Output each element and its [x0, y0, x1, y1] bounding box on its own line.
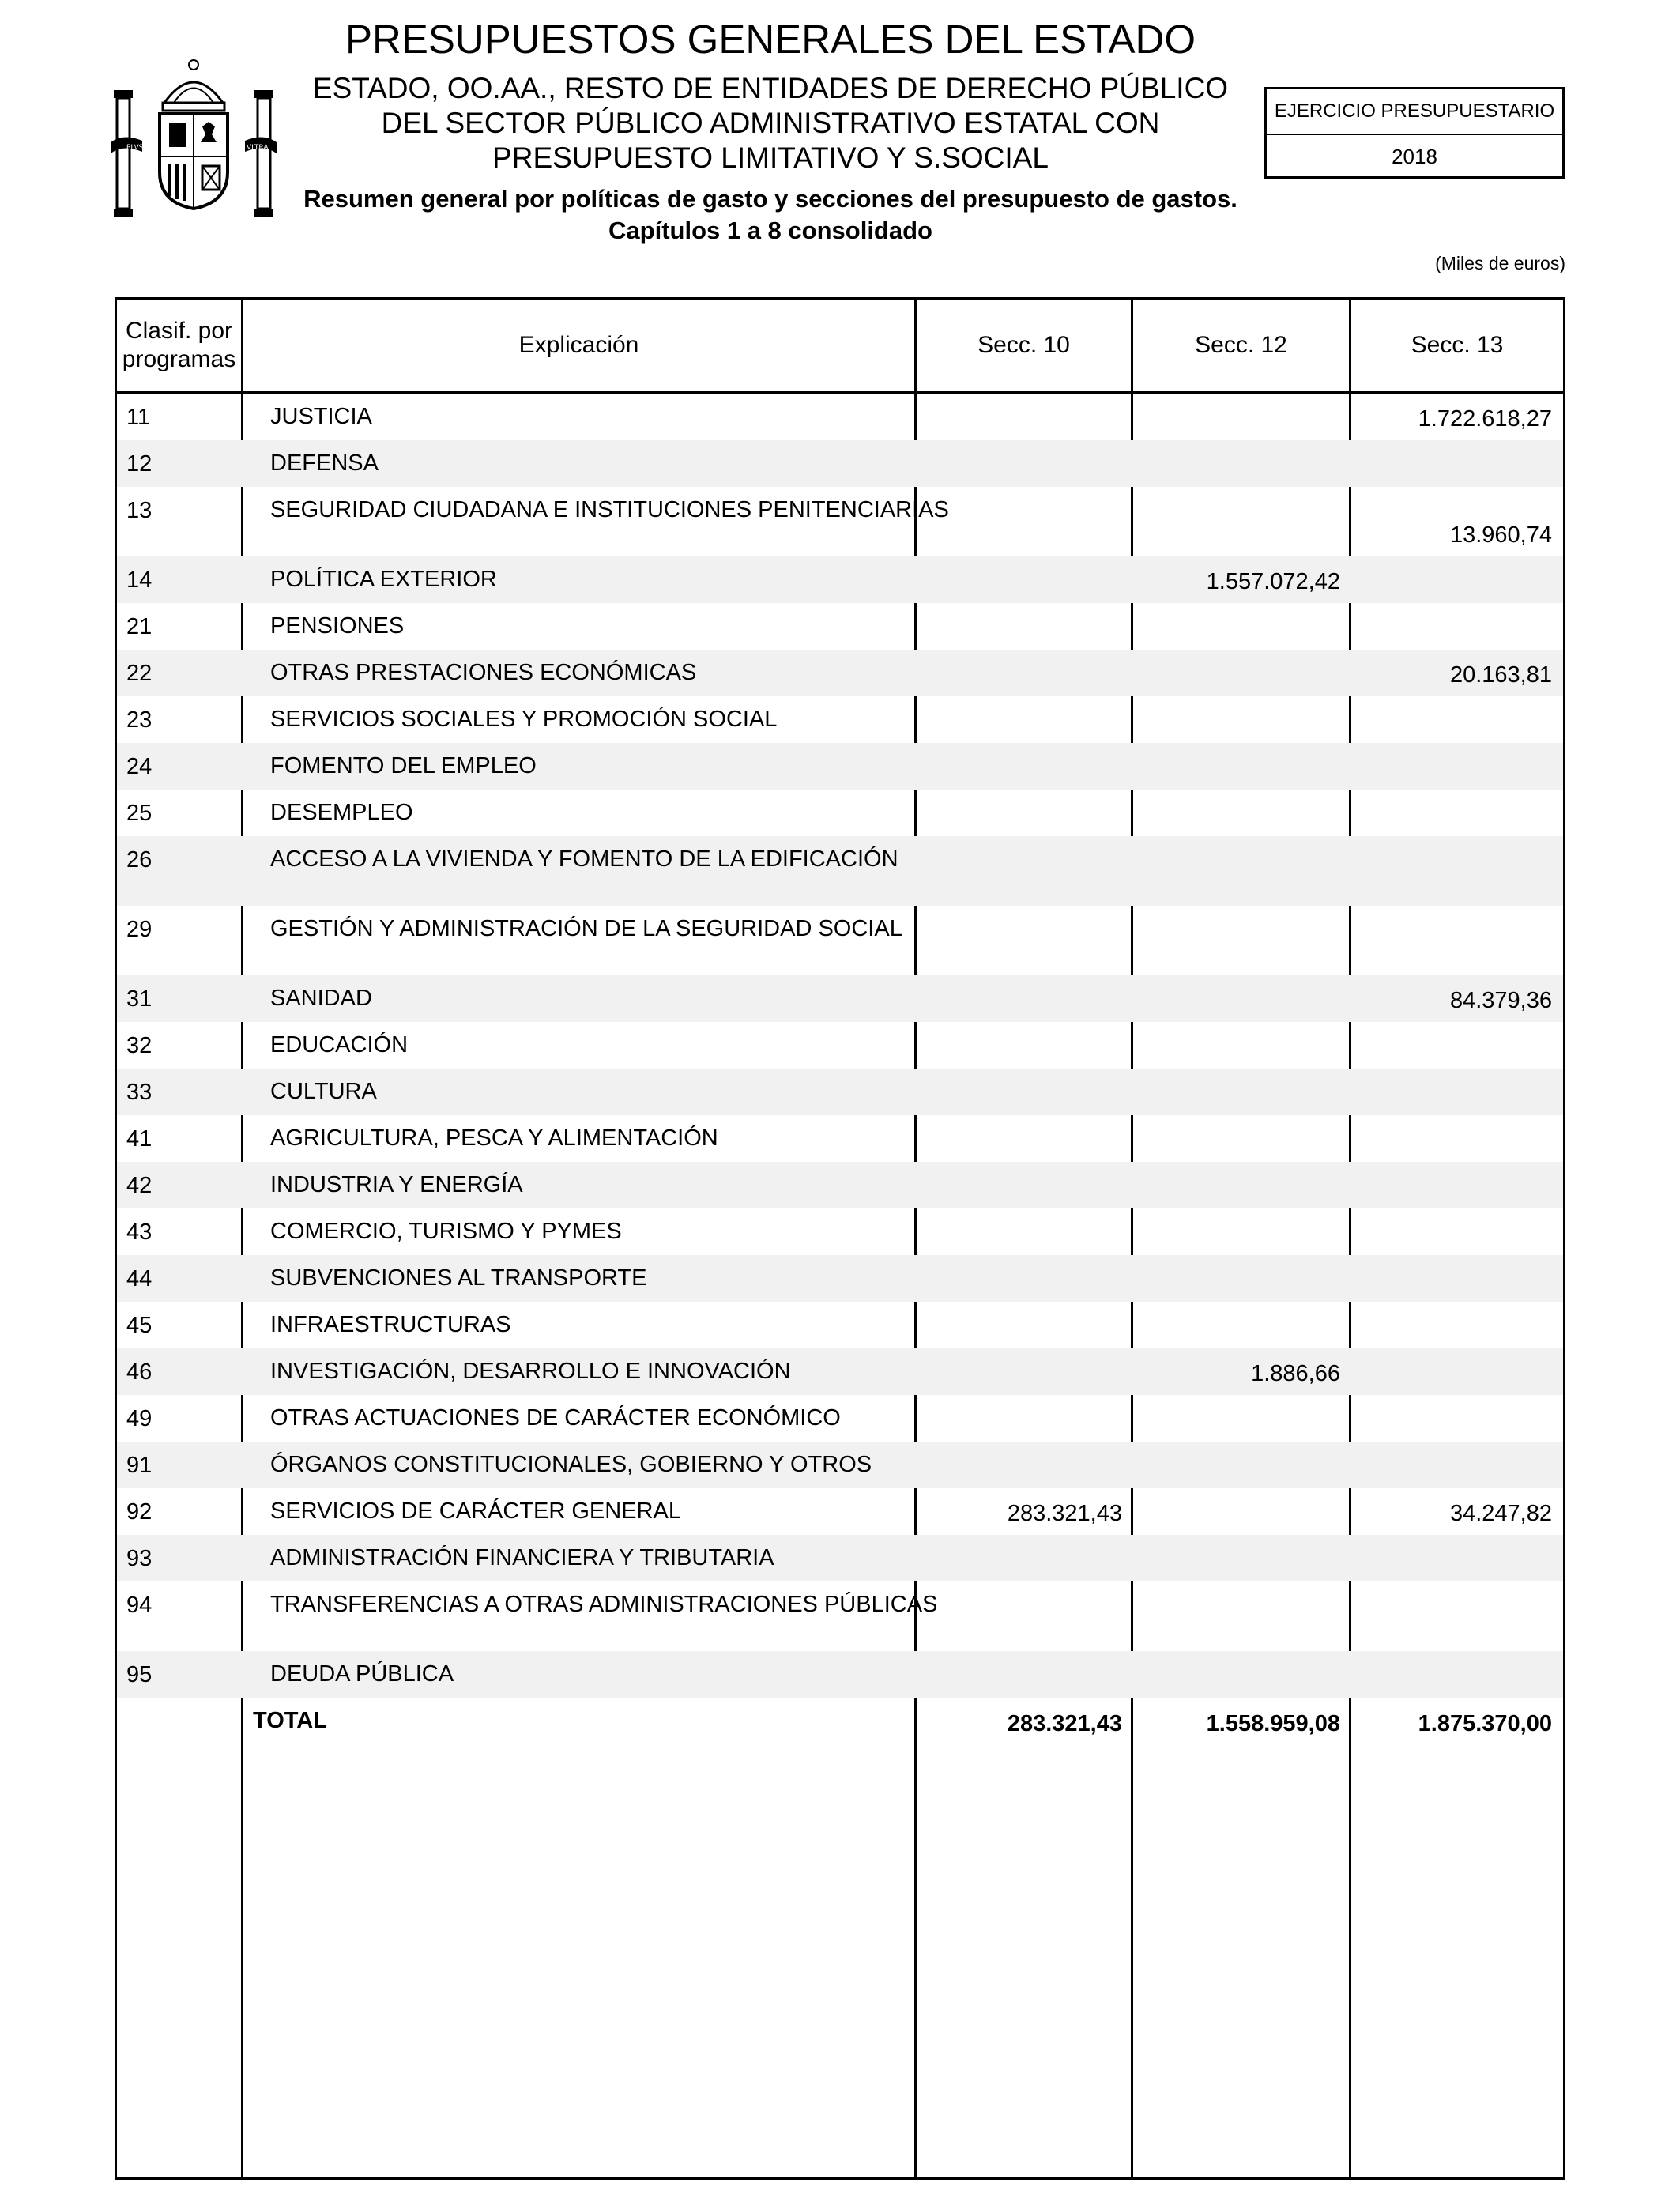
table-row: [117, 1535, 1563, 1581]
row-secc12: [1133, 1162, 1351, 1208]
row-explicacion: INFRAESTRUCTURAS: [270, 1312, 511, 1337]
row-secc10: [917, 1162, 1133, 1208]
row-explicacion: OTRAS PRESTACIONES ECONÓMICAS: [270, 660, 697, 685]
row-secc12: [1133, 975, 1351, 1022]
row-secc13: [1351, 1535, 1563, 1581]
crest-motto-ultra: VLTRA: [247, 144, 269, 152]
col-header-clasif: [117, 300, 241, 391]
total-secc10: 283.321,43: [1007, 1711, 1122, 1736]
row-explicacion: SERVICIOS SOCIALES Y PROMOCIÓN SOCIAL: [270, 707, 778, 732]
row-secc12: [1133, 1395, 1351, 1442]
row-explicacion: EDUCACIÓN: [270, 1032, 409, 1057]
total-secc13: 1.875.370,00: [1418, 1711, 1552, 1736]
row-secc13: 84.379,36: [1449, 988, 1552, 1013]
row-explicacion: PENSIONES: [270, 613, 405, 639]
table-row: [117, 487, 1563, 556]
row-code: 49: [126, 1406, 153, 1431]
row-secc13: [1351, 603, 1563, 650]
row-secc13: 34.247,82: [1449, 1501, 1552, 1526]
row-secc10: [917, 1302, 1133, 1348]
row-secc13: [1351, 836, 1563, 906]
units-note: (Miles de euros): [1435, 253, 1565, 273]
row-secc10: [917, 1022, 1133, 1069]
table-row: [117, 696, 1563, 743]
row-explicacion: SEGURIDAD CIUDADANA E INSTITUCIONES PENITENCIARIAS: [270, 497, 949, 522]
total-label: TOTAL: [253, 1708, 327, 1733]
row-secc13: 1.722.618,27: [1418, 406, 1552, 432]
row-secc10: [917, 603, 1133, 650]
row-code: 94: [126, 1593, 153, 1618]
row-code: 95: [126, 1662, 153, 1687]
row-secc13: [1351, 790, 1563, 836]
row-secc10: [917, 650, 1133, 696]
row-code: 31: [126, 986, 153, 1012]
row-explicacion: ADMINISTRACIÓN FINANCIERA Y TRIBUTARIA: [270, 1545, 774, 1570]
row-explicacion: AGRICULTURA, PESCA Y ALIMENTACIÓN: [270, 1125, 718, 1151]
table-row: [117, 1581, 1563, 1651]
row-secc12: 1.886,66: [1251, 1361, 1340, 1386]
row-code: 42: [126, 1173, 153, 1198]
row-secc13: [1351, 1442, 1563, 1488]
row-code: 91: [126, 1453, 153, 1478]
col-header-secc10: Secc. 10: [977, 332, 1070, 358]
table-row: [117, 1208, 1563, 1255]
col-header-secc12: Secc. 12: [1195, 332, 1287, 358]
table-row: [117, 1395, 1563, 1442]
row-secc10: [917, 1581, 1133, 1651]
row-secc10: [917, 906, 1133, 975]
page-subtitle: [284, 71, 1256, 175]
table-row: [117, 603, 1563, 650]
row-secc10: [917, 1442, 1133, 1488]
row-secc13: [1351, 1581, 1563, 1651]
ejercicio-box: [1264, 87, 1565, 179]
row-secc13: [1351, 1115, 1563, 1162]
row-secc12: [1133, 696, 1351, 743]
row-code: 41: [126, 1126, 153, 1152]
row-secc12: [1133, 836, 1351, 906]
row-secc13: [1351, 556, 1563, 603]
page-title: PRESUPUESTOS GENERALES DEL ESTADO: [345, 17, 1196, 62]
row-secc10: [917, 556, 1133, 603]
row-secc12: [1133, 1208, 1351, 1255]
table-row: [117, 394, 1563, 440]
row-code: 21: [126, 614, 153, 639]
row-secc13: 20.163,81: [1449, 662, 1552, 688]
row-secc12: [1133, 487, 1351, 556]
row-code: 26: [126, 847, 153, 873]
row-secc10: [917, 743, 1133, 790]
table-row: [117, 1115, 1563, 1162]
subtitle-line: DEL SECTOR PÚBLICO ADMINISTRATIVO ESTATAL CON: [381, 107, 1160, 139]
row-code: 13: [126, 498, 153, 523]
table-row: [117, 1488, 1563, 1535]
row-explicacion: TRANSFERENCIAS A OTRAS ADMINISTRACIONES PÚBLICAS: [270, 1592, 938, 1617]
row-secc13: [1351, 1069, 1563, 1115]
table-row: [117, 1022, 1563, 1069]
row-secc12: [1133, 1535, 1351, 1581]
row-code: 46: [126, 1359, 153, 1385]
col-header-explicacion: Explicación: [518, 332, 639, 358]
row-secc12: [1133, 790, 1351, 836]
row-secc12: [1133, 1115, 1351, 1162]
row-code: 44: [126, 1266, 153, 1291]
summary-line: Resumen general por políticas de gasto y secciones del presupuesto de gastos.: [303, 185, 1237, 213]
row-secc10: [917, 1255, 1133, 1302]
row-secc13: 13.960,74: [1449, 522, 1552, 548]
row-secc12: [1133, 603, 1351, 650]
row-secc13: [1351, 440, 1563, 487]
table-row: [117, 1442, 1563, 1488]
row-secc13: [1351, 1022, 1563, 1069]
row-explicacion: INDUSTRIA Y ENERGÍA: [270, 1172, 523, 1197]
row-secc12: [1133, 1255, 1351, 1302]
row-secc13: [1351, 1651, 1563, 1698]
row-code: 32: [126, 1033, 153, 1058]
row-explicacion: OTRAS ACTUACIONES DE CARÁCTER ECONÓMICO: [270, 1405, 841, 1431]
table-row: [117, 1255, 1563, 1302]
row-secc10: [917, 790, 1133, 836]
row-explicacion: GESTIÓN Y ADMINISTRACIÓN DE LA SEGURIDAD SOCIAL: [270, 916, 902, 941]
table-row: [117, 1348, 1563, 1395]
row-code: 92: [126, 1499, 153, 1525]
subtitle-line: ESTADO, OO.AA., RESTO DE ENTIDADES DE DERECHO PÚBLICO: [312, 72, 1229, 104]
row-secc13: [1351, 696, 1563, 743]
row-code: 45: [126, 1313, 153, 1338]
row-explicacion: SUBVENCIONES AL TRANSPORTE: [270, 1265, 647, 1291]
row-secc10: [917, 487, 1133, 556]
table-row: [117, 836, 1563, 906]
row-code: 25: [126, 801, 153, 826]
row-secc13: [1351, 1255, 1563, 1302]
summary-line: Capítulos 1 a 8 consolidado: [608, 217, 932, 244]
row-secc12: 1.557.072,42: [1206, 569, 1340, 594]
row-code: 29: [126, 917, 153, 942]
row-explicacion: INVESTIGACIÓN, DESARROLLO E INNOVACIÓN: [270, 1359, 791, 1384]
row-secc10: [917, 1348, 1133, 1395]
row-explicacion: POLÍTICA EXTERIOR: [270, 567, 497, 592]
row-secc13: [1351, 906, 1563, 975]
table-row: [117, 556, 1563, 603]
table-row: [117, 440, 1563, 487]
row-secc10: [917, 1069, 1133, 1115]
subtitle-line: PRESUPUESTO LIMITATIVO Y S.SOCIAL: [492, 141, 1049, 174]
table-row: [117, 790, 1563, 836]
table-row: [117, 650, 1563, 696]
summary-heading: [284, 183, 1256, 247]
row-secc13: [1351, 1302, 1563, 1348]
row-explicacion: JUSTICIA: [270, 404, 372, 429]
row-explicacion: FOMENTO DEL EMPLEO: [270, 753, 537, 778]
row-secc13: [1351, 1348, 1563, 1395]
row-secc10: [917, 1115, 1133, 1162]
row-explicacion: SANIDAD: [270, 986, 372, 1011]
col-header-secc13: Secc. 13: [1411, 332, 1504, 358]
row-secc13: [1351, 1395, 1563, 1442]
row-secc12: [1133, 650, 1351, 696]
row-secc12: [1133, 906, 1351, 975]
row-secc12: [1133, 1488, 1351, 1535]
table-row: [117, 1069, 1563, 1115]
total-row: [117, 1698, 1563, 1745]
crest-motto-plus: PLVS: [126, 144, 144, 152]
col-header-clasif-line1: Clasif. por: [125, 318, 233, 344]
row-explicacion: ACCESO A LA VIVIENDA Y FOMENTO DE LA EDIFICACIÓN: [270, 846, 898, 872]
row-secc10: [917, 1535, 1133, 1581]
row-explicacion: SERVICIOS DE CARÁCTER GENERAL: [270, 1498, 681, 1524]
table-row: [117, 1302, 1563, 1348]
row-code: 33: [126, 1080, 153, 1105]
row-code: 24: [126, 754, 153, 779]
table-body: [117, 394, 1563, 1745]
row-secc12: [1133, 743, 1351, 790]
row-secc13: [1351, 1162, 1563, 1208]
row-secc10: [917, 394, 1133, 440]
row-explicacion: COMERCIO, TURISMO Y PYMES: [270, 1219, 622, 1244]
coat-of-arms-icon: [111, 54, 277, 220]
ejercicio-year: 2018: [1392, 145, 1437, 168]
row-explicacion: ÓRGANOS CONSTITUCIONALES, GOBIERNO Y OTROS: [270, 1452, 872, 1477]
row-secc10: [917, 1651, 1133, 1698]
row-code: 11: [126, 405, 151, 430]
row-secc12: [1133, 1069, 1351, 1115]
table-row: [117, 743, 1563, 790]
row-secc10: [917, 975, 1133, 1022]
row-secc12: [1133, 1581, 1351, 1651]
row-explicacion: CULTURA: [270, 1079, 377, 1104]
table-row: [117, 906, 1563, 975]
row-secc10: [917, 836, 1133, 906]
col-header-clasif-line2: programas: [122, 346, 236, 372]
row-code: 93: [126, 1546, 153, 1571]
row-secc13: [1351, 1208, 1563, 1255]
row-secc10: [917, 440, 1133, 487]
table-row: [117, 1162, 1563, 1208]
row-secc10: [917, 1395, 1133, 1442]
row-code: 22: [126, 661, 153, 686]
row-secc12: [1133, 1442, 1351, 1488]
row-code: 14: [126, 567, 153, 593]
row-secc12: [1133, 1302, 1351, 1348]
row-secc10: 283.321,43: [1007, 1501, 1122, 1526]
row-secc12: [1133, 394, 1351, 440]
row-code: 23: [126, 707, 153, 733]
row-explicacion: DEFENSA: [270, 450, 379, 476]
row-secc10: [917, 1208, 1133, 1255]
row-explicacion: DEUDA PÚBLICA: [270, 1661, 454, 1687]
row-secc12: [1133, 1651, 1351, 1698]
table-row: [117, 975, 1563, 1022]
table-row: [117, 1651, 1563, 1698]
row-secc12: [1133, 1022, 1351, 1069]
row-code: 43: [126, 1220, 153, 1245]
row-secc12: [1133, 440, 1351, 487]
row-explicacion: DESEMPLEO: [270, 800, 413, 825]
total-secc12: 1.558.959,08: [1206, 1711, 1340, 1736]
row-secc10: [917, 696, 1133, 743]
row-code: 12: [126, 451, 153, 477]
ejercicio-label: EJERCICIO PRESUPUESTARIO: [1267, 89, 1562, 135]
row-secc13: [1351, 743, 1563, 790]
